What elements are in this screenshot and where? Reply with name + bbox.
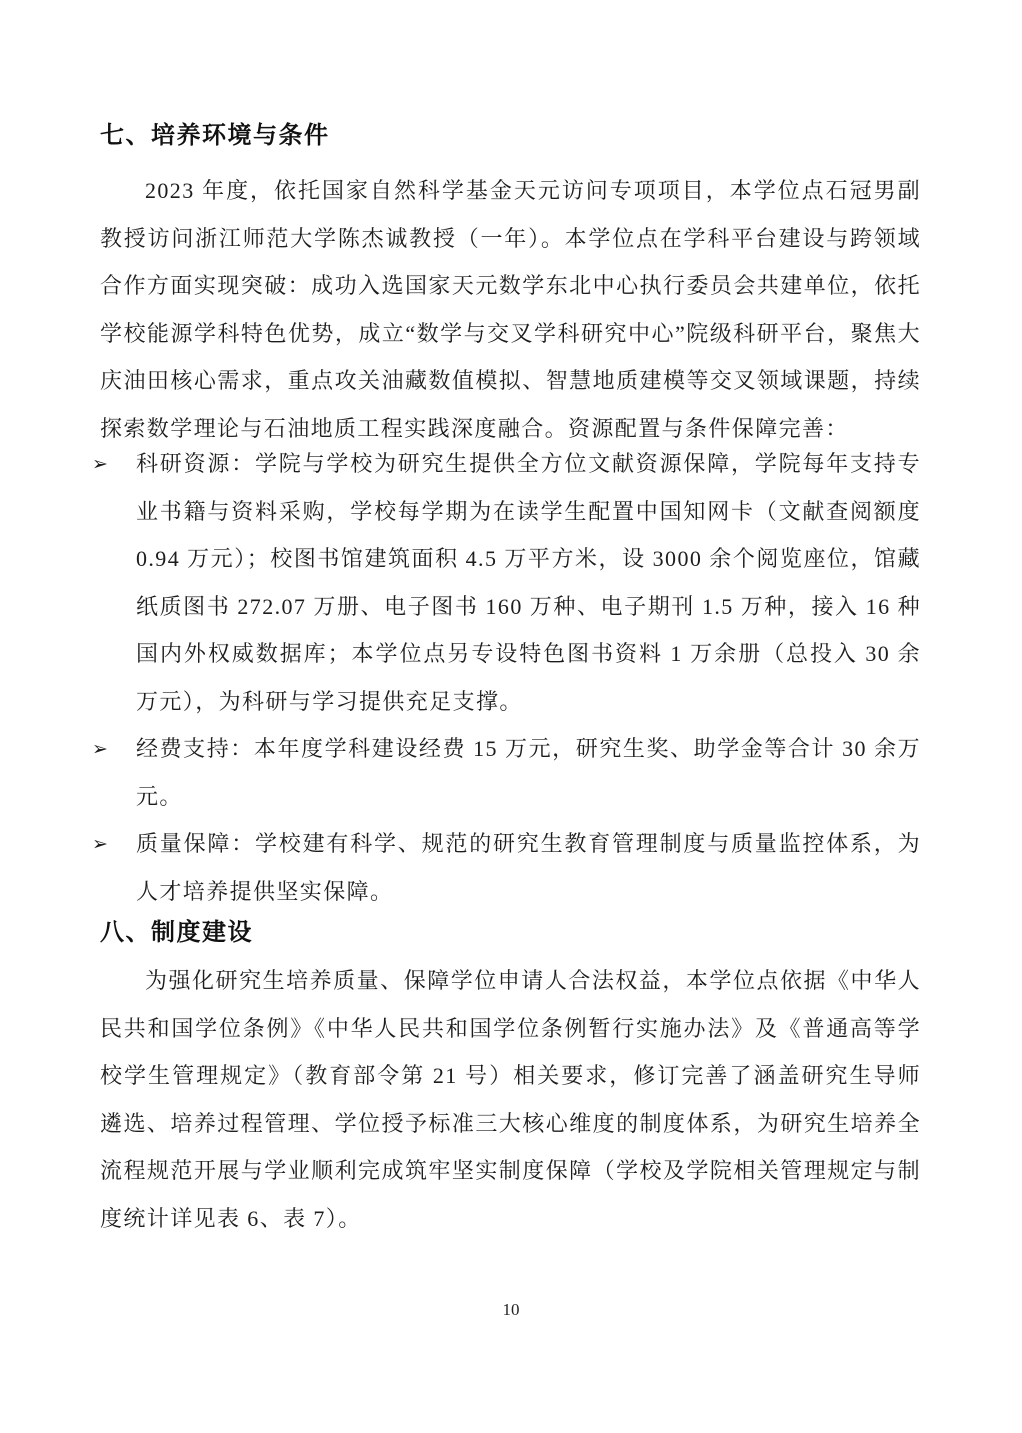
- document-content: [92, 118, 921, 1242]
- arrow-bullet-icon: ➢: [92, 453, 108, 475]
- section-7-heading: 七、培养环境与条件: [100, 122, 330, 149]
- section-7-intro-paragraph: 2023 年度，依托国家自然科学基金天元访问专项项目，本学位点石冠男副教授访问浙江师范大学陈杰诚教授（一年）。本学位点在学科平台建设与跨领域合作方面实现突破：成功入选国家天元数学东北中心执行委员会共建单位，依托学校能源学科特色优势，成立“数学与交叉学科研究中心”院级科研平台，聚焦大庆油田核心需求，重点攻关油藏数值模拟、智慧地质建模等交叉领域课题，持续探索数学理论与石油地质工程实践深度融合。资源配置与条件保障完善：: [100, 178, 921, 441]
- bullet-text-research-resources: 科研资源：学院与学校为研究生提供全方位文献资源保障，学院每年支持专业书籍与资料采购，学校每学期为在读学生配置中国知网卡（文献查阅额度 0.94 万元）；校图书馆建筑面积 4.5 万平方米，设 3000 余个阅览座位，馆藏纸质图书 272.07 万册、电子图书 160 万种、电子期刊 1.5 万种，接入 16 种国内外权威数据库；本学位点另专设特色图书资料 1 万余册（总投入 30 余万元），为科研与学习提供充足支撑。: [136, 451, 921, 714]
- resource-bullet-list: [92, 440, 921, 915]
- arrow-bullet-icon: ➢: [92, 738, 108, 760]
- bullet-text-funding-support: 经费支持：本年度学科建设经费 15 万元，研究生奖、助学金等合计 30 余万元。: [136, 736, 921, 809]
- section-8-heading: 八、制度建设: [100, 919, 253, 946]
- arrow-bullet-icon: ➢: [92, 833, 108, 855]
- bullet-item-funding-support: [92, 725, 921, 820]
- section-8-body-paragraph: 为强化研究生培养质量、保障学位申请人合法权益，本学位点依据《中华人民共和国学位条例》《中华人民共和国学位条例暂行实施办法》及《普通高等学校学生管理规定》（教育部令第 21 号）相关要求，修订完善了涵盖研究生导师遴选、培养过程管理、学位授予标准三大核心维度的制度体系，为研究生培养全流程规范开展与学业顺利完成筑牢坚实制度保障（学校及学院相关管理规定与制度统计详见表 6、表 7）。: [100, 968, 921, 1231]
- bullet-item-research-resources: [92, 440, 921, 725]
- bullet-item-quality-assurance: [92, 820, 921, 915]
- bullet-text-quality-assurance: 质量保障：学校建有科学、规范的研究生教育管理制度与质量监控体系，为人才培养提供坚实保障。: [136, 831, 921, 904]
- page-number: 10: [502, 1300, 520, 1319]
